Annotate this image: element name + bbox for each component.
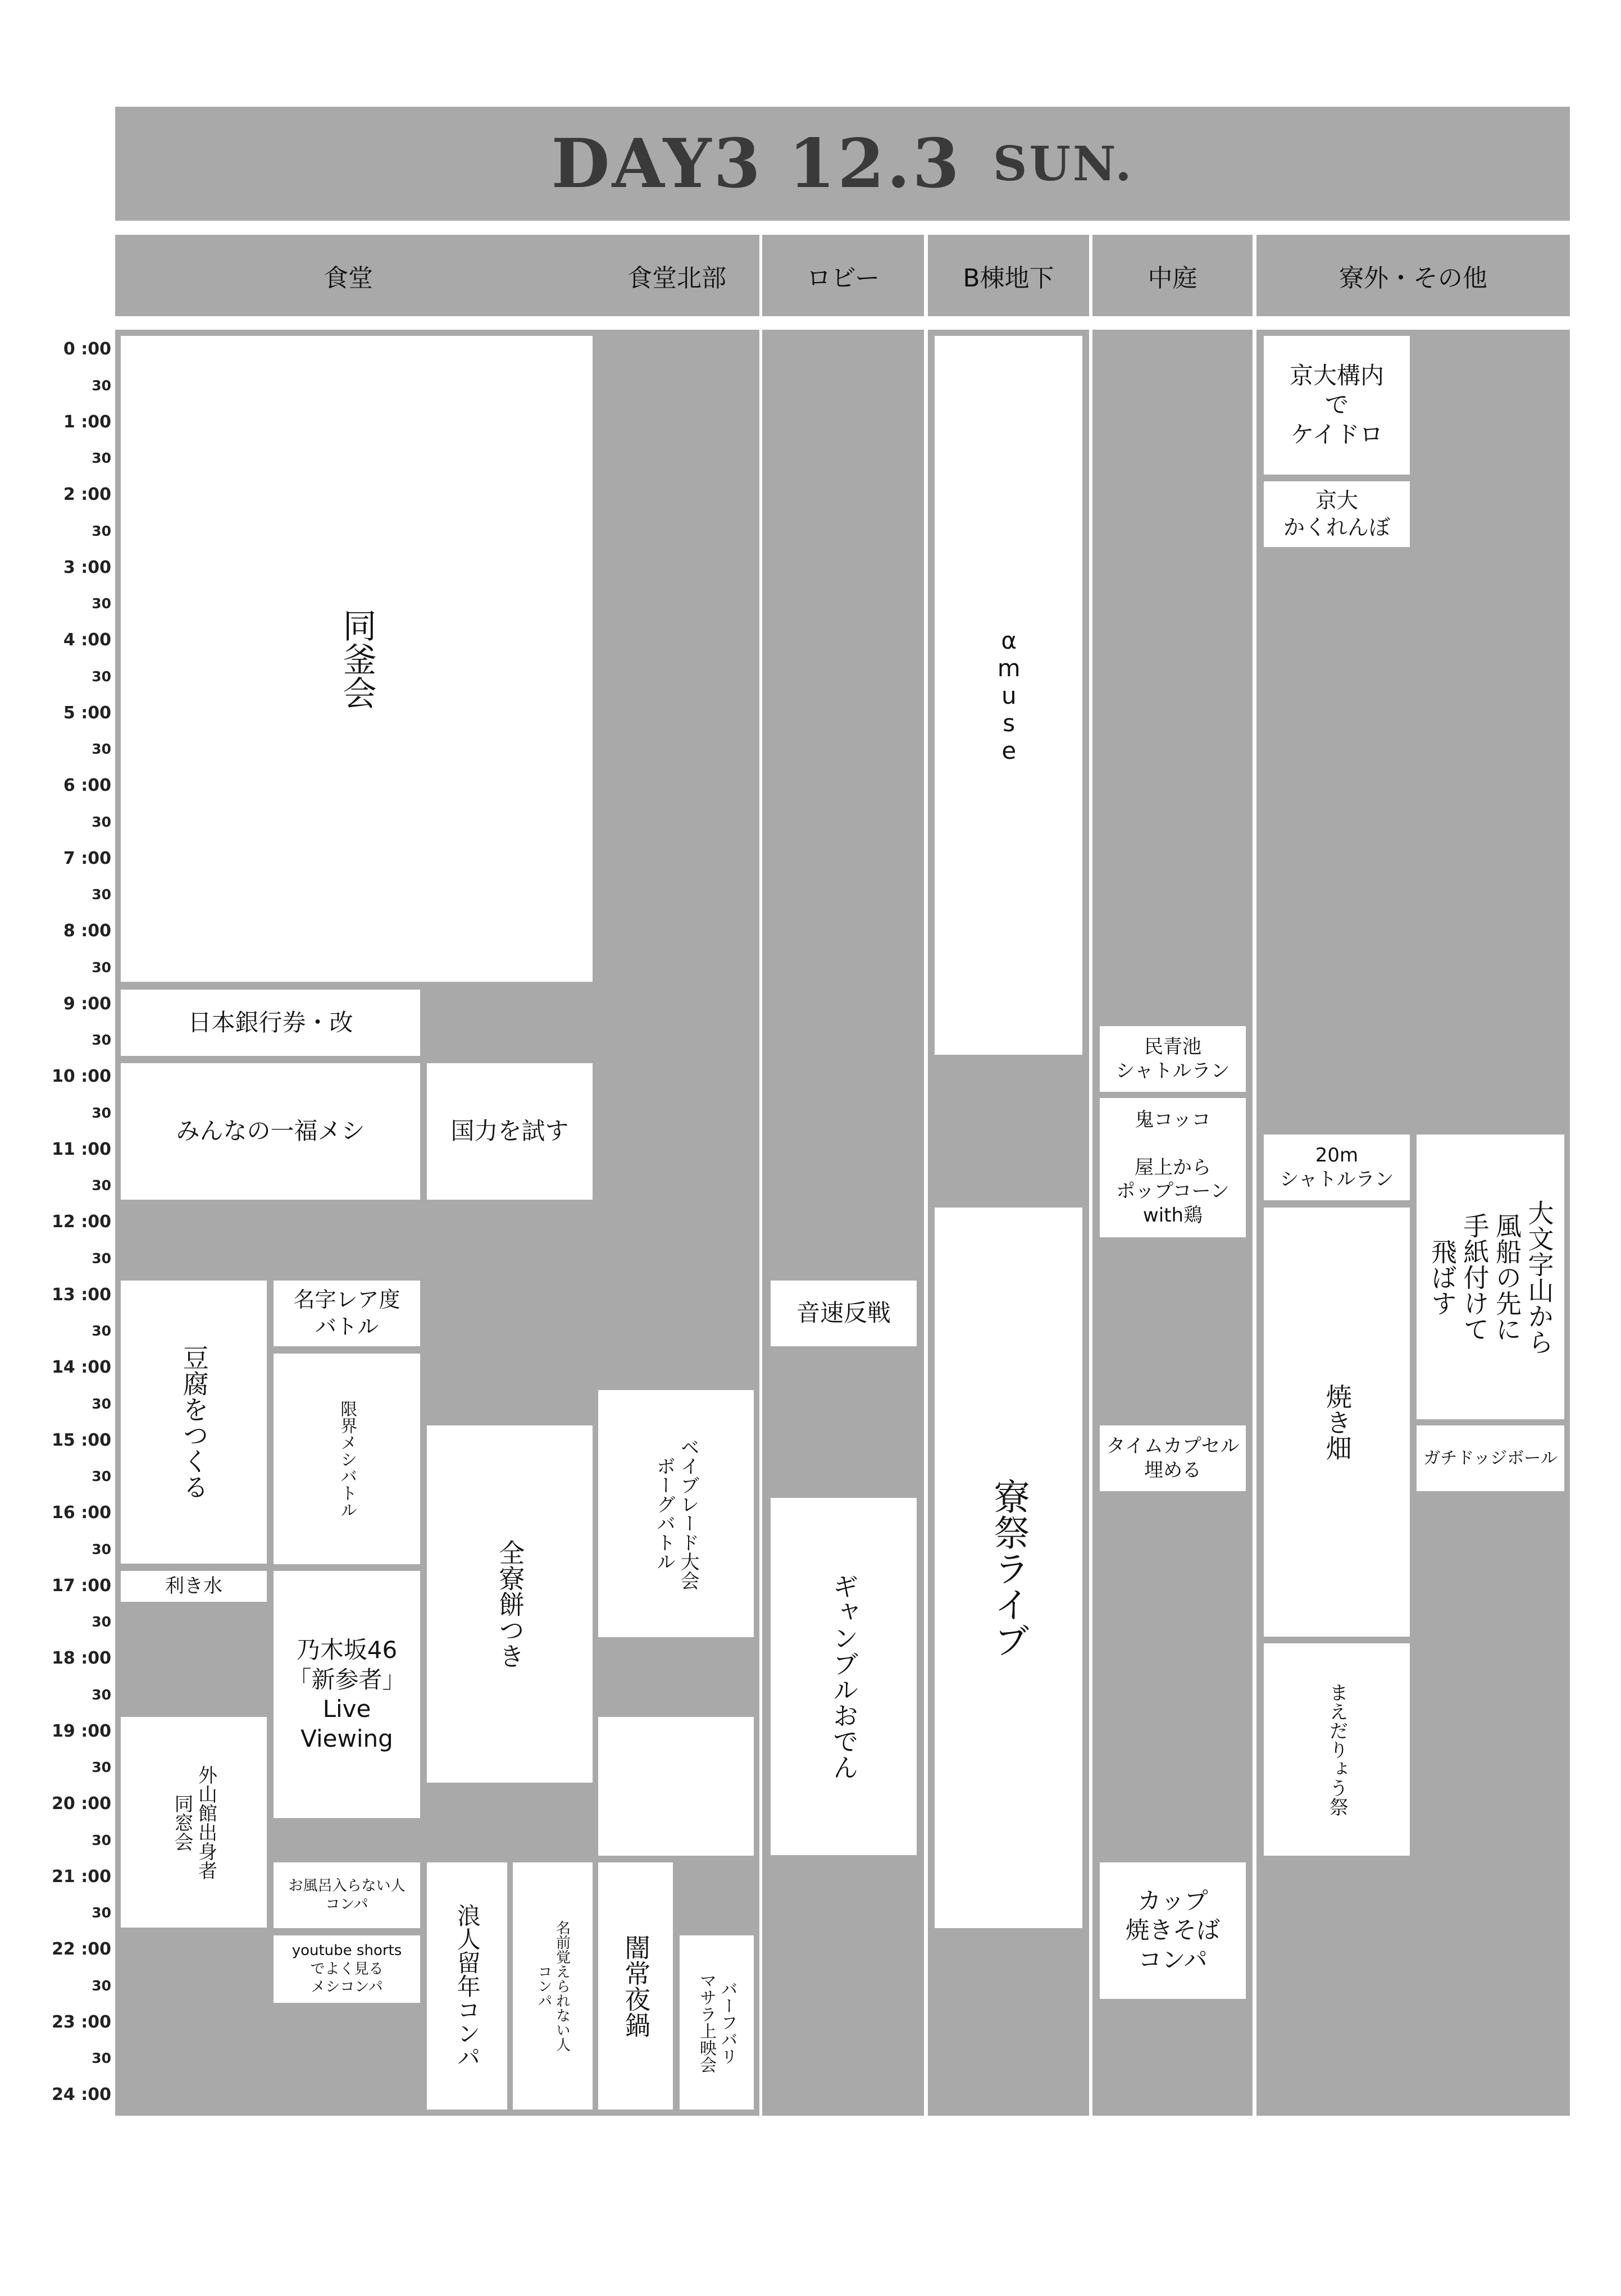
event-daimonji-balloon: 大文字山から 風船の先に 手紙付けて 飛ばす	[1417, 1135, 1564, 1419]
time-tick-hour: 2 :00	[63, 485, 111, 504]
event-ronin-ryunen-konpa: 浪人留年コンパ	[427, 1862, 507, 2110]
time-tick-half: 30	[92, 1468, 111, 1485]
column-header-outside: 寮外・その他	[1339, 263, 1487, 293]
time-tick-half: 30	[92, 959, 111, 976]
event-youtube-shorts-konpa: youtube shorts でよく見る メシコンパ	[274, 1935, 420, 2003]
event-gachi-dodgeball: ガチドッジボール	[1417, 1425, 1564, 1491]
time-tick-hour: 17 :00	[52, 1575, 111, 1596]
event-nihon-ginkouken: 日本銀行券・改	[121, 990, 420, 1056]
event-yami-tokoyanabe: 闇常夜鍋	[598, 1862, 673, 2110]
time-tick-half: 30	[92, 1977, 111, 1994]
event-onikokko-popcorn: 鬼コッコ 屋上から ポップコーン with鶏	[1100, 1098, 1246, 1237]
event-yakihata: 焼き畑	[1264, 1208, 1410, 1637]
event-cup-yakisoba-konpa: カップ 焼きそば コンパ	[1100, 1862, 1246, 1999]
time-tick-hour: 19 :00	[52, 1721, 111, 1741]
time-tick-hour: 18 :00	[52, 1648, 111, 1668]
event-maedaryou-sai: まえだりょう祭	[1264, 1643, 1410, 1856]
time-tick-hour: 21 :00	[52, 1866, 111, 1887]
time-tick-half: 30	[92, 1177, 111, 1194]
time-tick-hour: 0 :00	[63, 339, 111, 359]
time-tick-half: 30	[92, 1541, 111, 1557]
time-tick-hour: 22 :00	[52, 1939, 111, 1959]
event-myouji-battle: 名字レア度 バトル	[274, 1281, 420, 1346]
time-tick-hour: 23 :00	[52, 2012, 111, 2032]
event-zenryou-mochitsuki: 全寮餅つき	[427, 1425, 593, 1783]
time-tick-hour: 7 :00	[63, 848, 111, 868]
time-tick-half: 30	[92, 450, 111, 467]
time-tick-half: 30	[92, 1759, 111, 1776]
time-tick-half: 30	[92, 1905, 111, 1921]
time-tick-hour: 5 :00	[63, 703, 111, 723]
event-kokuryoku: 国力を試す	[427, 1063, 593, 1200]
column-header-cafeteria-north: 食堂北部	[627, 263, 726, 293]
event-baahubali-screening: バーフバリ マサラ上映会	[680, 1935, 754, 2110]
time-tick-half: 30	[92, 1614, 111, 1630]
time-tick-half: 30	[92, 595, 111, 612]
time-tick-half: 30	[92, 1250, 111, 1267]
event-dougama-kai: 同釜会	[121, 336, 593, 982]
event-genkai-meshi-battle: 限界メシバトル	[274, 1354, 420, 1564]
time-tick-half: 30	[92, 741, 111, 758]
event-minna-no-ippuku-meshi: みんなの一福メシ	[121, 1063, 420, 1200]
time-tick-half: 30	[92, 886, 111, 903]
time-tick-hour: 4 :00	[63, 630, 111, 650]
time-tick-hour: 13 :00	[52, 1284, 111, 1305]
time-tick-hour: 15 :00	[52, 1430, 111, 1450]
time-tick-half: 30	[92, 377, 111, 394]
event-amuse: αmuse	[935, 336, 1082, 1055]
time-tick-hour: 9 :00	[63, 994, 111, 1014]
time-tick-hour: 12 :00	[52, 1212, 111, 1232]
time-tick-hour: 1 :00	[63, 412, 111, 432]
event-kikimizu: 利き水	[121, 1571, 267, 1602]
event-20m-shuttle-run: 20m シャトルラン	[1264, 1135, 1410, 1200]
time-tick-hour: 8 :00	[63, 921, 111, 941]
time-tick-hour: 20 :00	[52, 1794, 111, 1814]
column-header-b-basement: B棟地下	[963, 263, 1054, 293]
event-keidoro: 京大構内 で ケイドロ	[1264, 336, 1410, 475]
time-tick-half: 30	[92, 813, 111, 830]
time-tick-half: 30	[92, 1395, 111, 1412]
title-banner	[115, 107, 1570, 221]
time-tick-half: 30	[92, 668, 111, 685]
event-minsei-ike-shuttle-run: 民青池 シャトルラン	[1100, 1026, 1246, 1092]
event-blank-north	[598, 1717, 754, 1856]
event-nogizaka-live-viewing: 乃木坂46 「新参者」 Live Viewing	[274, 1571, 420, 1818]
time-tick-hour: 10 :00	[52, 1067, 111, 1086]
event-onsoku-hansen: 音速反戦	[771, 1281, 917, 1346]
column-header-courtyard: 中庭	[1148, 263, 1197, 293]
time-tick-half: 30	[92, 1032, 111, 1049]
time-tick-half: 30	[92, 1104, 111, 1121]
time-tick-half: 30	[92, 1323, 111, 1340]
event-tofu: 豆腐をつくる	[121, 1281, 267, 1564]
event-beyblade-tournament: ベイブレード大会 ボーグバトル	[598, 1390, 754, 1637]
event-toyamakan-reunion: 外山館出身者 同窓会	[121, 1717, 267, 1928]
time-tick-hour: 11 :00	[52, 1139, 111, 1159]
event-ryousai-live: 寮祭ライブ	[935, 1208, 1082, 1928]
time-tick-half: 30	[92, 522, 111, 539]
time-tick-hour: 16 :00	[52, 1503, 111, 1523]
time-tick-hour: 3 :00	[63, 557, 111, 577]
time-tick-hour: 14 :00	[52, 1357, 111, 1377]
time-tick-hour: 6 :00	[63, 776, 111, 795]
event-gamble-oden: ギャンブルおでん	[771, 1498, 917, 1855]
column-header-lobby: ロビー	[806, 263, 880, 293]
time-tick-half: 30	[92, 2050, 111, 2067]
time-tick-hour: 24 :00	[52, 2085, 111, 2104]
event-time-capsule: タイムカプセル 埋める	[1100, 1425, 1246, 1491]
page-title: DAY3 12.3	[551, 124, 962, 203]
time-tick-half: 30	[92, 1832, 111, 1848]
event-namae-oboerarenai-konpa: 名前覚えられない人 コンパ	[513, 1862, 593, 2110]
column-header-cafeteria: 食堂	[324, 263, 373, 293]
event-kakurenbo: 京大 かくれんぼ	[1264, 481, 1410, 547]
time-tick-half: 30	[92, 1686, 111, 1703]
event-ofuro-konpa: お風呂入らない人 コンパ	[274, 1862, 420, 1928]
page-title-day: SUN.	[992, 136, 1134, 192]
